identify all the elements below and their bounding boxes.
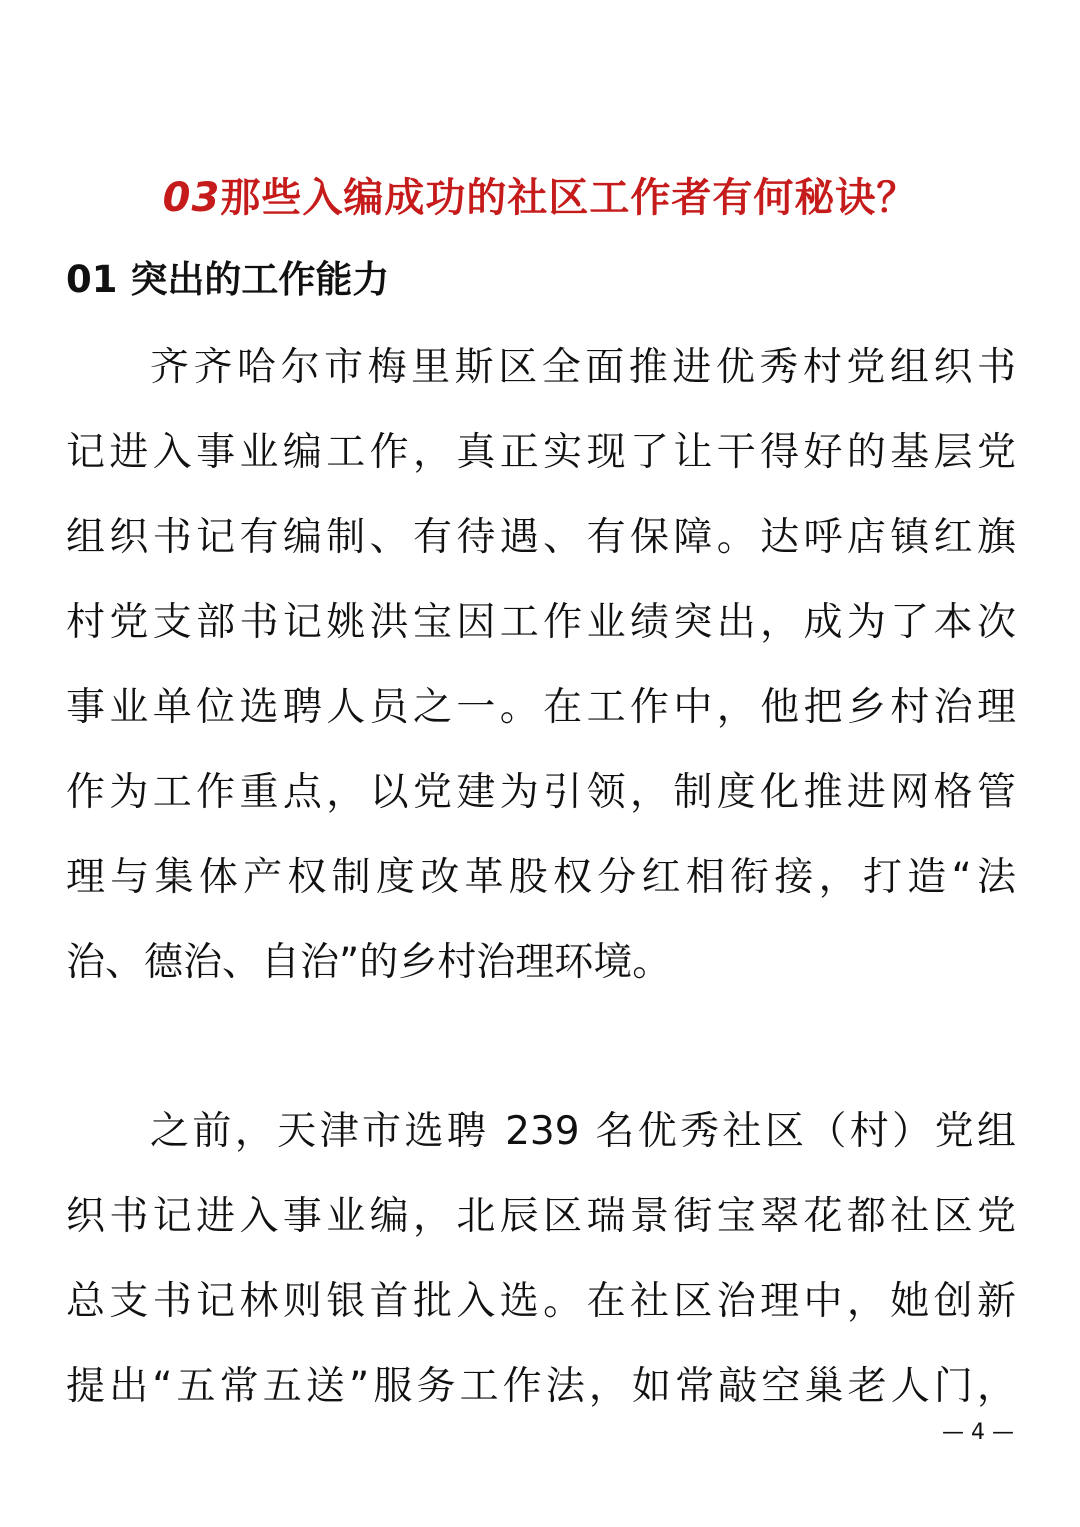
paragraph-line: 理与集体产权制度改革股权分红相衔接，打造“法: [66, 855, 1016, 900]
paragraph-line: 事业单位选聘人员之一。在工作中，他把乡村治理: [66, 685, 1016, 730]
paragraph-line: 记进入事业编工作，真正实现了让干得好的基层党: [66, 430, 1016, 475]
paragraph-line: 齐齐哈尔市梅里斯区全面推进优秀村党组织书: [150, 345, 1016, 390]
paragraph-line: 提出“五常五送”服务工作法，如常敲空巢老人门，: [66, 1364, 1016, 1409]
paragraph-line: 总支书记林则银首批入选。在社区治理中，她创新: [66, 1279, 1016, 1324]
title-text: 那些入编成功的社区工作者有何秘诀？: [220, 175, 918, 221]
paragraph-line: 村党支部书记姚洪宝因工作业绩突出，成为了本次: [66, 600, 1016, 645]
paragraph-line: 之前，天津市选聘 239 名优秀社区（村）党组: [150, 1109, 1016, 1154]
paragraph-line: 织书记进入事业编，北辰区瑞景街宝翠花都社区党: [66, 1194, 1016, 1239]
paragraph-1: [66, 325, 1016, 1005]
title-number: 03: [162, 175, 221, 221]
page-title: [60, 168, 1020, 228]
paragraph-2: [66, 1089, 1016, 1429]
page-number: — 4 —: [942, 1420, 1014, 1445]
section-heading: 01 突出的工作能力: [66, 258, 390, 301]
paragraph-line: 治、德治、自治”的乡村治理环境。: [66, 940, 672, 985]
paragraph-line: 作为工作重点，以党建为引领，制度化推进网格管: [66, 770, 1016, 815]
paragraph-line: 组织书记有编制、有待遇、有保障。达呼店镇红旗: [66, 515, 1016, 560]
